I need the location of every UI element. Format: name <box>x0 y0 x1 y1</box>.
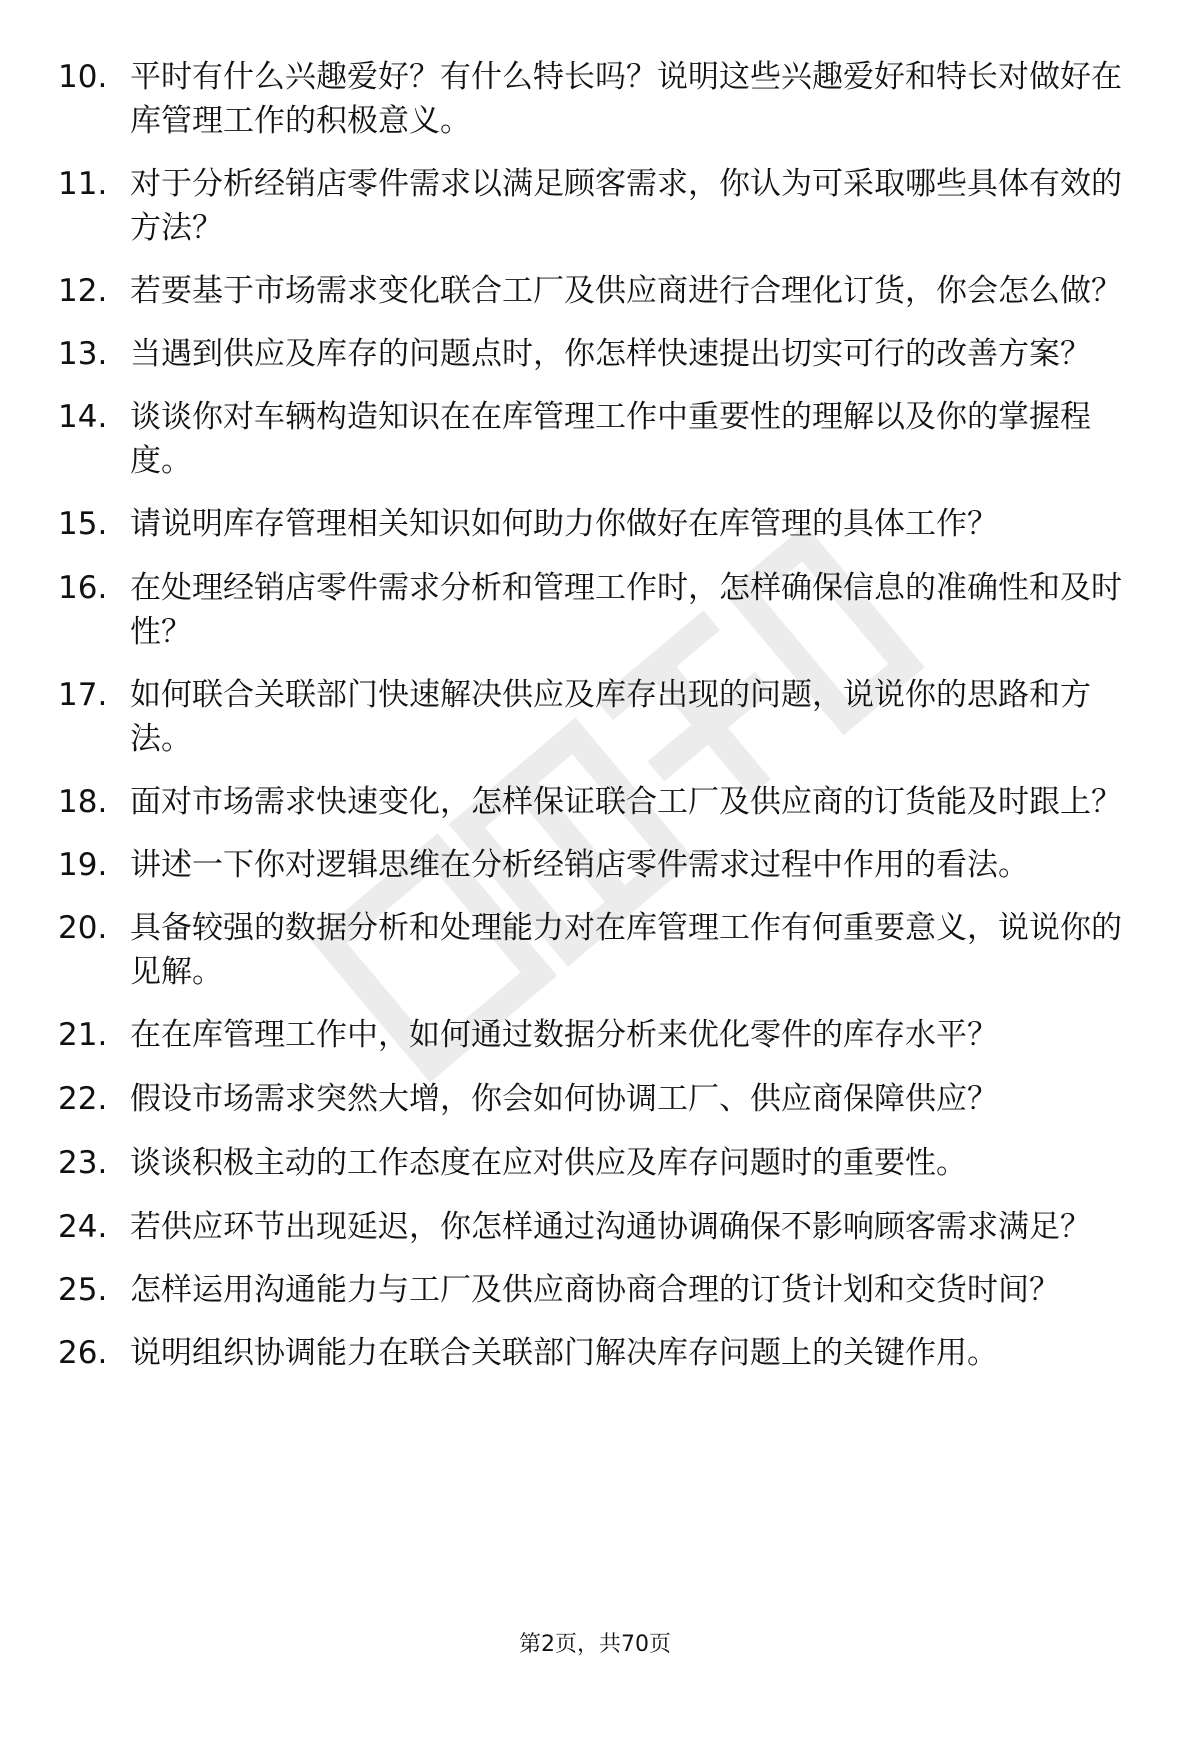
question-text: 请说明库存管理相关知识如何助力你做好在库管理的具体工作？ <box>130 506 998 542</box>
question-text: 假设市场需求突然大增，你会如何协调工厂、供应商保障供应？ <box>130 1081 998 1117</box>
question-item <box>58 269 1138 313</box>
question-item <box>58 502 1138 546</box>
question-number: 12. <box>58 273 108 309</box>
question-item <box>58 1013 1138 1057</box>
question-text: 对于分析经销店零件需求以满足顾客需求，你认为可采取哪些具体有效的方法？ <box>130 166 1122 246</box>
question-item <box>58 1077 1138 1121</box>
question-text: 如何联合关联部门快速解决供应及库存出现的问题，说说你的思路和方法。 <box>130 677 1091 757</box>
question-text: 谈谈你对车辆构造知识在在库管理工作中重要性的理解以及你的掌握程度。 <box>130 399 1091 479</box>
question-text: 谈谈积极主动的工作态度在应对供应及库存问题时的重要性。 <box>130 1145 967 1181</box>
question-number: 10. <box>58 59 108 95</box>
question-text: 平时有什么兴趣爱好？有什么特长吗？说明这些兴趣爱好和特长对做好在库管理工作的积极意义。 <box>130 59 1122 139</box>
question-number: 25. <box>58 1272 108 1308</box>
question-text: 在在库管理工作中，如何通过数据分析来优化零件的库存水平？ <box>130 1017 998 1053</box>
question-item <box>58 332 1138 376</box>
question-item <box>58 1141 1138 1185</box>
question-item <box>58 395 1138 483</box>
question-number: 20. <box>58 910 108 946</box>
question-number: 26. <box>58 1335 108 1371</box>
question-item <box>58 1205 1138 1249</box>
question-item <box>58 1268 1138 1312</box>
question-number: 17. <box>58 677 108 713</box>
question-text: 讲述一下你对逻辑思维在分析经销店零件需求过程中作用的看法。 <box>130 847 1029 883</box>
question-text: 当遇到供应及库存的问题点时，你怎样快速提出切实可行的改善方案？ <box>130 336 1091 372</box>
question-item <box>58 1331 1138 1375</box>
question-text: 若供应环节出现延迟，你怎样通过沟通协调确保不影响顾客需求满足？ <box>130 1209 1091 1245</box>
question-number: 18. <box>58 784 108 820</box>
question-item <box>58 566 1138 654</box>
question-item <box>58 843 1138 887</box>
question-item <box>58 780 1138 824</box>
page-footer: 第2页，共70页 <box>519 1632 671 1657</box>
question-number: 15. <box>58 506 108 542</box>
question-number: 21. <box>58 1017 108 1053</box>
question-text: 若要基于市场需求变化联合工厂及供应商进行合理化订货，你会怎么做？ <box>130 273 1122 309</box>
question-text: 在处理经销店零件需求分析和管理工作时，怎样确保信息的准确性和及时性？ <box>130 570 1122 650</box>
question-text: 具备较强的数据分析和处理能力对在库管理工作有何重要意义，说说你的见解。 <box>130 910 1122 990</box>
question-text: 说明组织协调能力在联合关联部门解决库存问题上的关键作用。 <box>130 1335 998 1371</box>
question-number: 23. <box>58 1145 108 1181</box>
question-number: 13. <box>58 336 108 372</box>
question-list <box>58 55 1138 1395</box>
question-text: 怎样运用沟通能力与工厂及供应商协商合理的订货计划和交货时间？ <box>130 1272 1060 1308</box>
question-item <box>58 673 1138 761</box>
question-number: 14. <box>58 399 108 435</box>
question-item <box>58 906 1138 994</box>
question-item <box>58 55 1138 143</box>
question-number: 22. <box>58 1081 108 1117</box>
question-number: 16. <box>58 570 108 606</box>
question-number: 11. <box>58 166 108 202</box>
question-item <box>58 162 1138 250</box>
question-number: 24. <box>58 1209 108 1245</box>
question-number: 19. <box>58 847 108 883</box>
question-text: 面对市场需求快速变化，怎样保证联合工厂及供应商的订货能及时跟上？ <box>130 784 1122 820</box>
